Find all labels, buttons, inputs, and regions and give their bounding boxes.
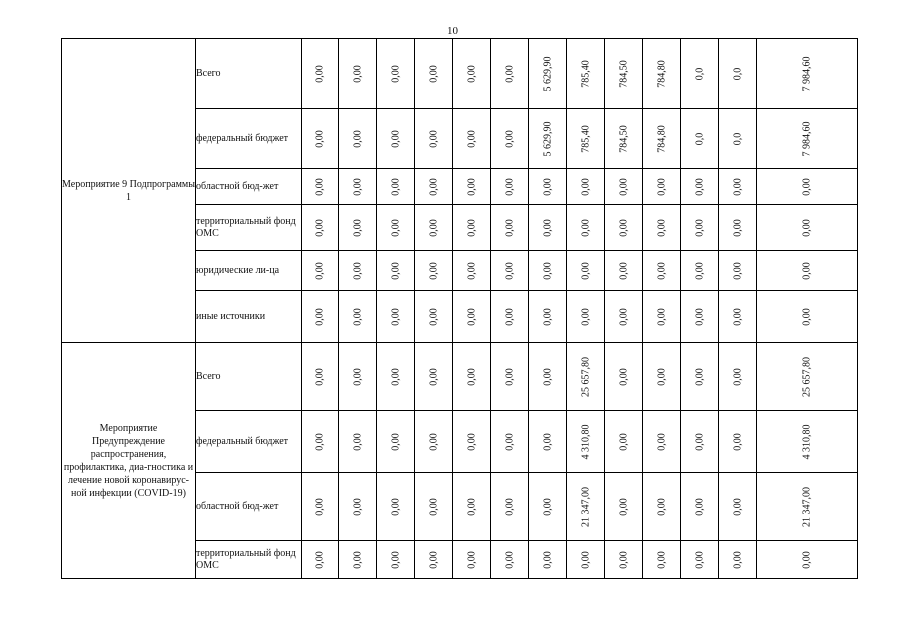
table-row <box>62 343 858 411</box>
value-text: 0,00 <box>314 261 326 280</box>
value-text: 0,00 <box>694 218 705 237</box>
value-cell <box>377 205 415 251</box>
value-cell <box>719 109 757 169</box>
value-text: 0,00 <box>694 261 705 280</box>
value-text: 0,00 <box>390 261 401 280</box>
value-text: 0,00 <box>656 432 667 451</box>
value-text: 0,00 <box>801 550 813 569</box>
value-text: 0,00 <box>618 432 629 451</box>
value-cell <box>339 109 377 169</box>
value-cell <box>339 411 377 473</box>
value-cell <box>302 205 339 251</box>
value-cell <box>529 169 567 205</box>
value-cell <box>339 205 377 251</box>
value-text: 0,00 <box>732 307 743 326</box>
value-cell <box>529 411 567 473</box>
value-text: 0,00 <box>542 497 553 516</box>
value-text: 21 347,00 <box>580 486 591 527</box>
value-text: 0,00 <box>428 64 439 83</box>
value-cell <box>681 205 719 251</box>
value-cell <box>491 109 529 169</box>
value-cell <box>415 109 453 169</box>
value-cell <box>567 169 605 205</box>
value-cell <box>339 343 377 411</box>
value-cell <box>377 411 415 473</box>
value-cell <box>491 169 529 205</box>
value-cell <box>491 411 529 473</box>
value-cell <box>757 251 858 291</box>
value-cell <box>643 205 681 251</box>
value-text: 0,00 <box>428 307 439 326</box>
value-text: 785,40 <box>580 124 591 153</box>
value-cell <box>491 251 529 291</box>
value-cell <box>719 39 757 109</box>
value-text: 0,00 <box>618 177 629 196</box>
value-text: 0,00 <box>801 261 813 280</box>
value-text: 0,00 <box>352 497 363 516</box>
value-cell <box>681 473 719 541</box>
value-text: 0,00 <box>694 367 705 386</box>
value-cell <box>377 343 415 411</box>
funding-source: Всего <box>196 343 302 411</box>
value-text: 0,00 <box>694 497 705 516</box>
value-text: 0,00 <box>352 432 363 451</box>
value-cell <box>415 473 453 541</box>
value-cell <box>719 291 757 343</box>
funding-source: областной бюд-жет <box>196 473 302 541</box>
value-text: 0,00 <box>390 367 401 386</box>
value-text: 0,00 <box>580 177 591 196</box>
value-cell <box>453 39 491 109</box>
value-text: 0,00 <box>542 307 553 326</box>
value-text: 0,00 <box>390 64 401 83</box>
value-text: 0,00 <box>466 550 477 569</box>
value-cell <box>302 251 339 291</box>
value-text: 0,00 <box>314 129 326 148</box>
value-text: 0,00 <box>314 497 326 516</box>
value-text: 0,00 <box>428 218 439 237</box>
value-cell <box>643 251 681 291</box>
value-cell <box>605 169 643 205</box>
value-cell <box>302 411 339 473</box>
funding-source: федеральный бюджет <box>196 411 302 473</box>
value-cell <box>453 251 491 291</box>
value-cell <box>302 473 339 541</box>
value-cell <box>681 169 719 205</box>
value-cell <box>302 291 339 343</box>
value-cell <box>415 343 453 411</box>
measure-title: Мероприятие 9 Подпрограммы 1 <box>62 39 196 343</box>
value-cell <box>719 411 757 473</box>
value-cell <box>757 169 858 205</box>
value-cell <box>567 39 605 109</box>
value-text: 0,00 <box>656 307 667 326</box>
value-cell <box>339 39 377 109</box>
value-text: 0,00 <box>542 550 553 569</box>
value-text: 0,00 <box>428 550 439 569</box>
value-text: 5 629,90 <box>542 56 553 91</box>
value-text: 0,00 <box>694 307 705 326</box>
value-cell <box>453 169 491 205</box>
value-cell <box>377 291 415 343</box>
value-text: 0,00 <box>732 367 743 386</box>
funding-source: областной бюд-жет <box>196 169 302 205</box>
value-text: 0,00 <box>466 432 477 451</box>
value-text: 0,00 <box>390 177 401 196</box>
value-cell <box>529 291 567 343</box>
value-text: 0,00 <box>314 367 326 386</box>
value-cell <box>681 291 719 343</box>
value-text: 0,00 <box>352 550 363 569</box>
value-cell <box>643 473 681 541</box>
value-cell <box>567 251 605 291</box>
value-text: 0,00 <box>580 261 591 280</box>
value-cell <box>491 343 529 411</box>
value-text: 0,00 <box>352 129 363 148</box>
value-cell <box>453 473 491 541</box>
value-cell <box>302 39 339 109</box>
value-cell <box>529 343 567 411</box>
measure-title: Мероприятие Предупреждение распространения, профилактика, диа-гностика и лечение новой коронавирус-ной инфекции (COVID-19) <box>62 343 196 579</box>
value-text: 0,00 <box>390 307 401 326</box>
value-cell <box>605 109 643 169</box>
funding-source: иные источники <box>196 291 302 343</box>
value-cell <box>339 473 377 541</box>
value-cell <box>491 541 529 579</box>
value-cell <box>302 541 339 579</box>
value-cell <box>567 411 605 473</box>
value-cell <box>415 291 453 343</box>
value-text: 0,00 <box>694 177 705 196</box>
value-text: 0,00 <box>618 367 629 386</box>
value-text: 0,00 <box>801 307 813 326</box>
value-text: 0,00 <box>656 261 667 280</box>
value-text: 0,00 <box>504 218 515 237</box>
value-cell <box>643 291 681 343</box>
value-text: 0,00 <box>428 367 439 386</box>
value-cell <box>377 109 415 169</box>
value-cell <box>453 541 491 579</box>
value-text: 7 984,60 <box>801 56 813 91</box>
value-text: 0,00 <box>390 497 401 516</box>
value-cell <box>567 291 605 343</box>
value-cell <box>605 343 643 411</box>
value-cell <box>643 169 681 205</box>
value-text: 0,00 <box>618 497 629 516</box>
value-cell <box>453 291 491 343</box>
value-cell <box>719 169 757 205</box>
value-text: 0,00 <box>542 218 553 237</box>
value-text: 0,00 <box>504 261 515 280</box>
value-text: 0,00 <box>390 432 401 451</box>
value-text: 0,00 <box>390 550 401 569</box>
value-text: 0,00 <box>542 261 553 280</box>
value-text: 0,00 <box>694 550 705 569</box>
value-cell <box>529 39 567 109</box>
value-text: 784,80 <box>656 124 667 153</box>
value-cell <box>643 343 681 411</box>
value-cell <box>719 541 757 579</box>
value-text: 0,00 <box>580 218 591 237</box>
value-text: 0,00 <box>504 550 515 569</box>
value-text: 0,00 <box>314 64 326 83</box>
value-text: 0,00 <box>504 129 515 148</box>
value-text: 0,00 <box>732 261 743 280</box>
value-cell <box>681 411 719 473</box>
value-cell <box>757 541 858 579</box>
value-cell <box>339 291 377 343</box>
value-cell <box>757 109 858 169</box>
value-cell <box>339 541 377 579</box>
funding-source: Всего <box>196 39 302 109</box>
value-text: 7 984,60 <box>801 121 813 156</box>
value-cell <box>529 473 567 541</box>
funding-source: юридические ли-ца <box>196 251 302 291</box>
value-cell <box>453 109 491 169</box>
value-text: 0,00 <box>428 497 439 516</box>
value-text: 4 310,80 <box>580 424 591 459</box>
value-cell <box>339 169 377 205</box>
value-text: 0,00 <box>656 550 667 569</box>
value-cell <box>757 39 858 109</box>
value-text: 0,00 <box>466 261 477 280</box>
value-text: 0,00 <box>466 497 477 516</box>
value-text: 0,00 <box>466 307 477 326</box>
value-cell <box>415 205 453 251</box>
value-cell <box>302 109 339 169</box>
value-cell <box>377 251 415 291</box>
value-cell <box>681 251 719 291</box>
value-cell <box>643 39 681 109</box>
value-text: 0,00 <box>694 432 705 451</box>
value-text: 0,0 <box>694 132 705 145</box>
value-text: 0,00 <box>504 307 515 326</box>
value-text: 0,00 <box>352 261 363 280</box>
value-text: 0,00 <box>352 64 363 83</box>
value-cell <box>605 541 643 579</box>
value-cell <box>453 343 491 411</box>
value-cell <box>567 541 605 579</box>
funding-source: территориальный фонд ОМС <box>196 541 302 579</box>
value-cell <box>415 541 453 579</box>
value-cell <box>681 541 719 579</box>
value-text: 0,00 <box>466 367 477 386</box>
value-text: 0,00 <box>428 261 439 280</box>
value-text: 0,00 <box>314 550 326 569</box>
value-cell <box>491 291 529 343</box>
value-cell <box>757 473 858 541</box>
value-text: 0,0 <box>694 67 705 80</box>
value-text: 0,00 <box>656 177 667 196</box>
value-cell <box>491 205 529 251</box>
value-cell <box>605 473 643 541</box>
value-text: 0,00 <box>352 177 363 196</box>
value-cell <box>453 411 491 473</box>
value-text: 0,00 <box>656 218 667 237</box>
value-text: 0,00 <box>618 218 629 237</box>
value-cell <box>529 251 567 291</box>
table-row <box>62 39 858 109</box>
value-text: 0,00 <box>504 64 515 83</box>
value-text: 0,00 <box>801 218 813 237</box>
value-cell <box>491 39 529 109</box>
value-cell <box>529 541 567 579</box>
funding-table <box>61 38 858 579</box>
value-text: 0,00 <box>542 367 553 386</box>
value-cell <box>643 411 681 473</box>
value-text: 0,00 <box>580 550 591 569</box>
value-text: 0,00 <box>390 218 401 237</box>
value-cell <box>605 251 643 291</box>
value-cell <box>377 541 415 579</box>
value-text: 0,00 <box>732 218 743 237</box>
value-text: 0,00 <box>732 177 743 196</box>
value-cell <box>339 251 377 291</box>
value-text: 25 657,80 <box>801 356 813 397</box>
value-text: 784,50 <box>618 124 629 153</box>
value-cell <box>681 109 719 169</box>
value-cell <box>415 169 453 205</box>
value-cell <box>605 39 643 109</box>
value-text: 4 310,80 <box>801 424 813 459</box>
value-text: 0,00 <box>656 497 667 516</box>
value-text: 0,00 <box>656 367 667 386</box>
value-cell <box>377 39 415 109</box>
value-cell <box>415 411 453 473</box>
value-cell <box>302 169 339 205</box>
value-text: 0,0 <box>732 132 743 145</box>
value-text: 0,00 <box>504 177 515 196</box>
value-cell <box>757 411 858 473</box>
value-text: 0,00 <box>732 497 743 516</box>
value-cell <box>377 473 415 541</box>
value-cell <box>643 541 681 579</box>
value-cell <box>605 291 643 343</box>
value-cell <box>605 411 643 473</box>
value-cell <box>681 39 719 109</box>
value-text: 0,00 <box>618 261 629 280</box>
value-cell <box>681 343 719 411</box>
value-text: 0,00 <box>428 177 439 196</box>
value-cell <box>605 205 643 251</box>
value-text: 0,00 <box>352 367 363 386</box>
value-text: 0,00 <box>580 307 591 326</box>
value-cell <box>491 473 529 541</box>
value-text: 0,00 <box>314 432 326 451</box>
value-cell <box>567 473 605 541</box>
value-text: 0,00 <box>428 432 439 451</box>
value-cell <box>415 39 453 109</box>
value-cell <box>377 169 415 205</box>
value-cell <box>719 343 757 411</box>
value-text: 0,00 <box>504 497 515 516</box>
value-cell <box>567 205 605 251</box>
value-cell <box>415 251 453 291</box>
value-cell <box>757 291 858 343</box>
value-text: 0,00 <box>466 129 477 148</box>
value-text: 5 629,90 <box>542 121 553 156</box>
value-cell <box>719 251 757 291</box>
value-cell <box>302 343 339 411</box>
value-cell <box>529 109 567 169</box>
value-text: 0,00 <box>466 218 477 237</box>
value-text: 0,00 <box>542 177 553 196</box>
value-cell <box>757 205 858 251</box>
funding-source: федеральный бюджет <box>196 109 302 169</box>
value-text: 0,00 <box>542 432 553 451</box>
value-text: 0,00 <box>618 307 629 326</box>
value-text: 0,00 <box>732 432 743 451</box>
value-cell <box>529 205 567 251</box>
value-text: 0,00 <box>801 177 813 196</box>
value-cell <box>453 205 491 251</box>
value-cell <box>643 109 681 169</box>
value-cell <box>719 205 757 251</box>
value-text: 21 347,00 <box>801 486 813 527</box>
value-text: 0,00 <box>314 307 326 326</box>
value-text: 0,00 <box>314 218 326 237</box>
value-text: 0,00 <box>466 177 477 196</box>
value-text: 0,00 <box>504 367 515 386</box>
value-text: 784,80 <box>656 59 667 88</box>
funding-source: территориальный фонд ОМС <box>196 205 302 251</box>
value-text: 785,40 <box>580 59 591 88</box>
value-text: 0,00 <box>428 129 439 148</box>
value-text: 0,00 <box>352 307 363 326</box>
value-cell <box>757 343 858 411</box>
value-text: 0,00 <box>390 129 401 148</box>
value-text: 0,0 <box>732 67 743 80</box>
value-cell <box>567 109 605 169</box>
value-text: 0,00 <box>352 218 363 237</box>
value-text: 25 657,80 <box>580 356 591 397</box>
page-number: 10 <box>447 25 458 37</box>
value-text: 0,00 <box>732 550 743 569</box>
value-text: 0,00 <box>504 432 515 451</box>
value-text: 0,00 <box>314 177 326 196</box>
value-text: 0,00 <box>466 64 477 83</box>
value-text: 784,50 <box>618 59 629 88</box>
value-cell <box>719 473 757 541</box>
value-cell <box>567 343 605 411</box>
value-text: 0,00 <box>618 550 629 569</box>
